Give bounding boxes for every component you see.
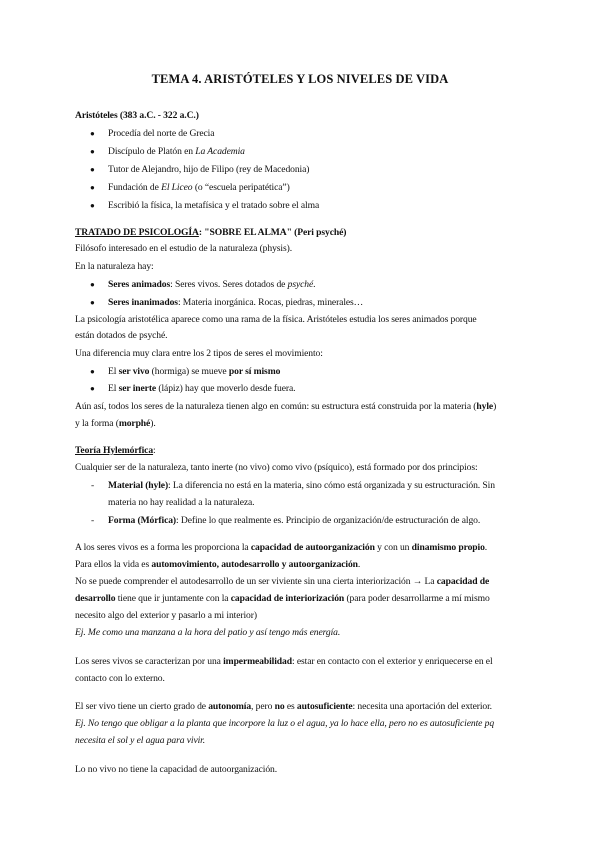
paragraph-line: Aún así, todos los seres de la naturaleza tienen algo en común: su estructura está construida por la materia (hyle) xyxy=(75,401,497,412)
bullet-icon: ● xyxy=(90,183,95,192)
example-line: Ej. No tengo que obligar a la planta que incorpore la luz o el agua, ya lo hace ella, pero no es autosuficiente pq xyxy=(75,718,495,729)
list-item: Tutor de Alejandro, hijo de Filipo (rey de Macedonia) xyxy=(108,164,310,175)
list-item: El ser vivo (hormiga) se mueve por sí mismo xyxy=(108,366,281,377)
paragraph-line: La psicología aristotélica aparece como una rama de la física. Aristóteles estudia los seres animados porque xyxy=(75,314,477,325)
dash-marker: - xyxy=(91,480,95,491)
paragraph-line: Una diferencia muy clara entre los 2 tipos de seres el movimiento: xyxy=(75,348,323,359)
list-item: Procedía del norte de Grecia xyxy=(108,128,215,139)
bullet-icon: ● xyxy=(90,367,95,376)
list-item: Material (hyle): La diferencia no está en la materia, sino cómo está organizada y su estructuración. Sin xyxy=(108,480,495,491)
paragraph-line: No se puede comprender el autodesarrollo de un ser viviente sin una cierta interiorización → La capacidad de xyxy=(75,576,490,587)
list-item: Discípulo de Platón en La Academia xyxy=(108,146,245,157)
bullet-icon: ● xyxy=(90,384,95,393)
paragraph-line: Cualquier ser de la naturaleza, tanto inerte (no vivo) como vivo (psíquico), está formado por dos principios: xyxy=(75,462,478,473)
paragraph-line: Lo no vivo no tiene la capacidad de autoorganización. xyxy=(75,764,278,775)
page-title: TEMA 4. ARISTÓTELES Y LOS NIVELES DE VIDA xyxy=(151,72,449,86)
paragraph-line: A los seres vivos es a forma les proporciona la capacidad de autoorganización y con un dinamismo propio. xyxy=(75,542,488,553)
paragraph-line: El ser vivo tiene un cierto grado de autonomía, pero no es autosuficiente: necesita una aportación del exterior. xyxy=(75,701,492,712)
bullet-icon: ● xyxy=(90,280,95,289)
paragraph-line: desarrollo tiene que ir juntamente con la capacidad de interiorización (para poder desarrollarme a mí mismo xyxy=(75,593,490,604)
list-item: Escribió la física, la metafísica y el tratado sobre el alma xyxy=(108,200,320,211)
bullet-icon: ● xyxy=(90,201,95,210)
paragraph-line: Filósofo interesado en el estudio de la naturaleza (physis). xyxy=(75,243,292,254)
paragraph-line: están dotados de psyché. xyxy=(75,330,168,341)
example-line: necesita el sol y el agua para vivir. xyxy=(75,735,206,746)
paragraph-line: Para ellos la vida es automovimiento, autodesarrollo y autoorganización. xyxy=(75,559,361,570)
dash-marker: - xyxy=(91,515,95,526)
list-item: Seres animados: Seres vivos. Seres dotados de psyché. xyxy=(108,279,316,290)
bullet-icon: ● xyxy=(90,298,95,307)
example-line: Ej. Me como una manzana a la hora del patio y así tengo más energía. xyxy=(75,627,341,638)
list-item-continuation: materia no hay realidad a la naturaleza. xyxy=(108,497,255,508)
section-heading-hylemorfica: Teoría Hylemórfica: xyxy=(75,445,156,456)
list-item: Forma (Mórfica): Define lo que realmente es. Principio de organización/de estructuración de algo. xyxy=(108,515,481,526)
bullet-icon: ● xyxy=(90,147,95,156)
list-item: Seres inanimados: Materia inorgánica. Rocas, piedras, minerales… xyxy=(108,297,364,308)
bullet-icon: ● xyxy=(90,129,95,138)
bullet-icon: ● xyxy=(90,165,95,174)
paragraph-line: Los seres vivos se caracterizan por una impermeabilidad: estar en contacto con el exterior y enriquecerse en el xyxy=(75,656,493,667)
list-item: Fundación de El Liceo (o “escuela peripatética”) xyxy=(108,182,290,193)
section-heading-aristoteles: Aristóteles (383 a.C. - 322 a.C.) xyxy=(75,110,199,121)
section-heading-tratado: TRATADO DE PSICOLOGÍA: "SOBRE EL ALMA" (Peri psyché) xyxy=(75,227,347,238)
paragraph-line: necesito algo del exterior y pasarlo a mi interior) xyxy=(75,610,257,621)
paragraph-line: En la naturaleza hay: xyxy=(75,261,154,272)
list-item: El ser inerte (lápiz) hay que moverlo desde fuera. xyxy=(108,383,296,394)
paragraph-line: y la forma (morphé). xyxy=(75,418,156,429)
paragraph-line: contacto con lo externo. xyxy=(75,673,165,684)
